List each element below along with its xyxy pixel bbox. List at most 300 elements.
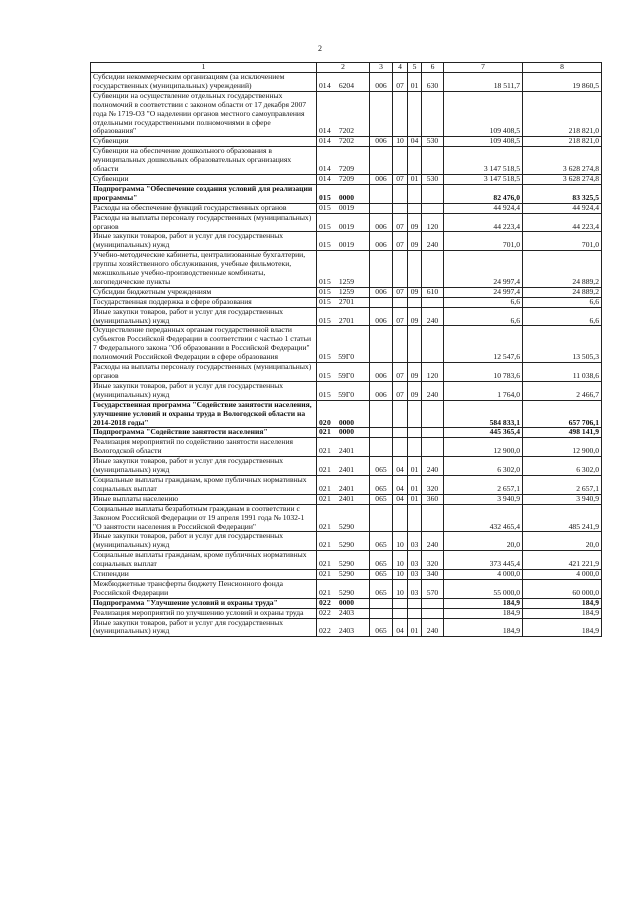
program-code: [317, 570, 370, 580]
expense-type-code: 360: [422, 494, 444, 504]
subsection-code: [408, 184, 422, 203]
code-part: 1: [327, 446, 331, 456]
expense-type-code: [422, 203, 444, 213]
code-part: 4: [327, 164, 331, 174]
expense-type-code: 240: [422, 618, 444, 637]
program-code: [317, 232, 370, 251]
subsection-code: [408, 297, 422, 307]
subsection-code: [408, 504, 422, 532]
expense-type-code: [422, 147, 444, 175]
code-part: 02: [319, 587, 327, 597]
amount-year2: 218 821,0: [523, 91, 602, 137]
subsection-code: 03: [408, 551, 422, 570]
code-part: 7209: [338, 164, 354, 174]
section-code: 07: [393, 307, 408, 326]
amount-year2: 20,0: [523, 532, 602, 551]
table-body: [91, 73, 602, 637]
code-part: 5: [327, 389, 331, 399]
code-part: 5: [327, 287, 331, 296]
subsection-code: 09: [408, 307, 422, 326]
header-cell: 6: [422, 63, 444, 73]
expense-type-code: [422, 608, 444, 618]
amount-year2: 218 821,0: [523, 137, 602, 147]
expense-type-code: [422, 297, 444, 307]
program-code: [317, 73, 370, 92]
code-part: 0000: [338, 427, 354, 437]
code-part: 2401: [338, 494, 354, 503]
section-code: 10: [393, 570, 408, 580]
amount-year1: 12 547,6: [444, 326, 523, 363]
subsection-code: 01: [408, 73, 422, 92]
code-part: 2: [327, 608, 331, 617]
table-row: [91, 203, 602, 213]
code-part: 0000: [338, 598, 354, 607]
code-part: 2403: [338, 608, 354, 617]
table-row: [91, 137, 602, 147]
table-row: [91, 147, 602, 175]
amount-year1: 6,6: [444, 307, 523, 326]
program-code: [317, 91, 370, 137]
amount-year1: 184,9: [444, 608, 523, 618]
program-code: [317, 428, 370, 438]
code-part: 1259: [338, 276, 354, 286]
ministry-code: [370, 251, 393, 288]
expense-type-code: [422, 184, 444, 203]
row-name: Расходы на обеспечение функций государственных органов: [91, 203, 317, 213]
row-name: Иные закупки товаров, работ и услуг для государственных (муниципальных) нужд: [91, 618, 317, 637]
section-code: [393, 203, 408, 213]
header-cell: 7: [444, 63, 523, 73]
row-name: Субвенции: [91, 174, 317, 184]
code-part: 0: [327, 417, 331, 427]
amount-year1: 2 657,1: [444, 475, 523, 494]
row-name: Осуществление переданных органам государственной власти субъектов Российской Федерации в соответствии с частью 1 статьи 7 Федерального закона "Об образовании в Российской Федерации" полномочий Российской Федерации в сфере образования: [91, 326, 317, 363]
amount-year1: 184,9: [444, 598, 523, 608]
ministry-code: 065: [370, 532, 393, 551]
subsection-code: [408, 400, 422, 428]
amount-year2: 19 860,5: [523, 73, 602, 92]
table-row: [91, 579, 602, 598]
table-row: [91, 494, 602, 504]
subsection-code: 03: [408, 579, 422, 598]
code-part: 7202: [338, 126, 354, 136]
program-code: [317, 438, 370, 457]
program-code: [317, 297, 370, 307]
ministry-code: [370, 504, 393, 532]
expense-type-code: 240: [422, 457, 444, 476]
section-code: [393, 184, 408, 203]
table-row: [91, 363, 602, 382]
table-row: [91, 297, 602, 307]
header-cell: 1: [91, 63, 317, 73]
expense-type-code: [422, 91, 444, 137]
code-part: 02: [319, 626, 327, 636]
amount-year1: 24 997,4: [444, 251, 523, 288]
section-code: [393, 251, 408, 288]
amount-year1: 44 223,4: [444, 213, 523, 232]
code-part: 01: [319, 164, 327, 174]
subsection-code: [408, 251, 422, 288]
table-row: [91, 475, 602, 494]
amount-year2: 44 223,4: [523, 213, 602, 232]
code-part: 5: [327, 276, 331, 286]
code-part: 5290: [338, 521, 354, 531]
section-code: 07: [393, 381, 408, 400]
code-part: 01: [319, 315, 327, 325]
table-row: [91, 213, 602, 232]
ministry-code: [370, 428, 393, 438]
expense-type-code: [422, 251, 444, 288]
row-name: Государственная программа "Содействие занятости населения, улучшение условий и охраны труда в Вологодской области на 2014-2018 годы": [91, 400, 317, 428]
code-part: 4: [327, 80, 331, 90]
expense-type-code: 340: [422, 570, 444, 580]
row-name: Социальные выплаты безработным гражданам в соответствии с Законом Российской Федерации от 19 апреля 1991 года № 1032-1 "О занятости населения в Российской Федерации": [91, 504, 317, 532]
code-part: 01: [319, 203, 327, 212]
ministry-code: 065: [370, 570, 393, 580]
program-code: [317, 579, 370, 598]
table-row: [91, 598, 602, 608]
program-code: [317, 184, 370, 203]
code-part: 01: [319, 287, 327, 296]
code-part: 01: [319, 80, 327, 90]
row-name: Стипендии: [91, 570, 317, 580]
expense-type-code: [422, 438, 444, 457]
table-row: [91, 174, 602, 184]
code-part: 01: [319, 221, 327, 231]
subsection-code: [408, 438, 422, 457]
subsection-code: [408, 608, 422, 618]
table-row: [91, 504, 602, 532]
table-row: [91, 307, 602, 326]
code-part: 5290: [338, 540, 354, 550]
amount-year2: 184,9: [523, 618, 602, 637]
page-number: 2: [318, 44, 322, 53]
row-name: Иные закупки товаров, работ и услуг для государственных (муниципальных) нужд: [91, 232, 317, 251]
ministry-code: 065: [370, 475, 393, 494]
ministry-code: [370, 297, 393, 307]
expense-type-code: 240: [422, 307, 444, 326]
ministry-code: [370, 400, 393, 428]
amount-year1: 109 408,5: [444, 91, 523, 137]
subsection-code: 09: [408, 363, 422, 382]
ministry-code: 006: [370, 137, 393, 147]
subsection-code: 09: [408, 232, 422, 251]
table-row: [91, 551, 602, 570]
amount-year2: 3 940,9: [523, 494, 602, 504]
subsection-code: [408, 203, 422, 213]
amount-year2: 13 505,3: [523, 326, 602, 363]
code-part: 02: [319, 427, 327, 437]
code-part: 1: [327, 465, 331, 475]
code-part: 01: [319, 389, 327, 399]
code-part: 2: [327, 598, 331, 607]
section-code: 04: [393, 457, 408, 476]
program-code: [317, 608, 370, 618]
amount-year1: 3 147 518,5: [444, 147, 523, 175]
program-code: [317, 213, 370, 232]
row-name: Субсидии бюджетным учреждениям: [91, 287, 317, 297]
code-part: 2401: [338, 446, 354, 456]
ministry-code: [370, 598, 393, 608]
amount-year1: 44 924,4: [444, 203, 523, 213]
code-part: 5: [327, 352, 331, 362]
amount-year2: 6,6: [523, 297, 602, 307]
code-part: 02: [319, 569, 327, 579]
amount-year2: 701,0: [523, 232, 602, 251]
row-name: Реализация мероприятий по улучшению условий и охраны труда: [91, 608, 317, 618]
expense-type-code: 570: [422, 579, 444, 598]
program-code: [317, 137, 370, 147]
code-part: 1: [327, 569, 331, 579]
code-part: 1: [327, 540, 331, 550]
amount-year1: 24 997,4: [444, 287, 523, 297]
section-code: 07: [393, 232, 408, 251]
code-part: 59Г0: [338, 371, 354, 380]
program-code: [317, 618, 370, 637]
code-part: 7209: [338, 174, 354, 183]
code-part: 2403: [338, 626, 354, 636]
code-part: 1259: [338, 287, 354, 296]
amount-year1: 18 511,7: [444, 73, 523, 92]
code-part: 2701: [338, 315, 354, 325]
ministry-code: [370, 147, 393, 175]
subsection-code: 01: [408, 174, 422, 184]
amount-year2: 3 628 274,8: [523, 147, 602, 175]
ministry-code: 065: [370, 551, 393, 570]
amount-year2: 83 325,5: [523, 184, 602, 203]
program-code: [317, 203, 370, 213]
table-row: [91, 287, 602, 297]
subsection-code: [408, 147, 422, 175]
section-code: [393, 297, 408, 307]
code-part: 1: [327, 587, 331, 597]
amount-year2: 6,6: [523, 307, 602, 326]
ministry-code: [370, 608, 393, 618]
code-part: 5: [327, 297, 331, 306]
table-row: [91, 232, 602, 251]
code-part: 01: [319, 297, 327, 306]
ministry-code: 065: [370, 457, 393, 476]
code-part: 4: [327, 174, 331, 183]
section-code: 04: [393, 475, 408, 494]
amount-year1: 3 147 518,5: [444, 174, 523, 184]
amount-year1: 6,6: [444, 297, 523, 307]
expense-type-code: 320: [422, 551, 444, 570]
amount-year1: 701,0: [444, 232, 523, 251]
code-part: 5: [327, 315, 331, 325]
code-part: 5: [327, 203, 331, 212]
code-part: 02: [319, 483, 327, 493]
expense-type-code: 610: [422, 287, 444, 297]
amount-year2: 184,9: [523, 598, 602, 608]
code-part: 01: [319, 136, 327, 146]
row-name: Иные закупки товаров, работ и услуг для государственных (муниципальных) нужд: [91, 532, 317, 551]
row-name: Иные закупки товаров, работ и услуг для государственных (муниципальных) нужд: [91, 457, 317, 476]
section-code: [393, 598, 408, 608]
expense-type-code: 240: [422, 232, 444, 251]
amount-year1: 6 302,0: [444, 457, 523, 476]
row-name: Социальные выплаты гражданам, кроме публичных нормативных социальных выплат: [91, 475, 317, 494]
table-row: [91, 381, 602, 400]
section-code: 07: [393, 213, 408, 232]
amount-year2: 421 221,9: [523, 551, 602, 570]
program-code: [317, 381, 370, 400]
program-code: [317, 174, 370, 184]
program-code: [317, 147, 370, 175]
ministry-code: 006: [370, 232, 393, 251]
expense-type-code: [422, 598, 444, 608]
code-part: 2: [327, 626, 331, 636]
code-part: 01: [319, 126, 327, 136]
section-code: 10: [393, 551, 408, 570]
section-code: 04: [393, 494, 408, 504]
ministry-code: 065: [370, 494, 393, 504]
ministry-code: 006: [370, 73, 393, 92]
section-code: 07: [393, 73, 408, 92]
amount-year2: 24 889,2: [523, 287, 602, 297]
ministry-code: [370, 326, 393, 363]
section-code: [393, 504, 408, 532]
expense-type-code: 320: [422, 475, 444, 494]
section-code: [393, 438, 408, 457]
code-part: 02: [319, 494, 327, 503]
program-code: [317, 457, 370, 476]
code-part: 02: [319, 598, 327, 607]
subsection-code: 03: [408, 532, 422, 551]
ministry-code: 065: [370, 579, 393, 598]
amount-year2: 2 466,7: [523, 381, 602, 400]
code-part: 02: [319, 540, 327, 550]
table-row: [91, 608, 602, 618]
amount-year2: 12 900,0: [523, 438, 602, 457]
row-name: Реализация мероприятий по содействию занятости населения Вологодской области: [91, 438, 317, 457]
amount-year2: 2 657,1: [523, 475, 602, 494]
section-code: [393, 147, 408, 175]
code-part: 01: [319, 174, 327, 183]
row-name: Иные закупки товаров, работ и услуг для государственных (муниципальных) нужд: [91, 307, 317, 326]
subsection-code: 01: [408, 494, 422, 504]
code-part: 5290: [338, 587, 354, 597]
section-code: [393, 428, 408, 438]
subsection-code: 01: [408, 457, 422, 476]
row-name: Расходы на выплаты персоналу государственных (муниципальных) органов: [91, 363, 317, 382]
code-part: 1: [327, 494, 331, 503]
program-code: [317, 532, 370, 551]
code-part: 01: [319, 192, 327, 202]
code-part: 0019: [338, 221, 354, 231]
row-name: Социальные выплаты гражданам, кроме публичных нормативных социальных выплат: [91, 551, 317, 570]
ministry-code: 006: [370, 287, 393, 297]
code-part: 59Г0: [338, 352, 354, 362]
amount-year1: 12 900,0: [444, 438, 523, 457]
amount-year2: 24 889,2: [523, 251, 602, 288]
code-part: 5290: [338, 569, 354, 579]
table-row: [91, 618, 602, 637]
code-part: 59Г0: [338, 389, 354, 399]
code-part: 5: [327, 221, 331, 231]
code-part: 02: [319, 559, 327, 569]
code-part: 5: [327, 371, 331, 380]
table-row: [91, 428, 602, 438]
expense-type-code: [422, 428, 444, 438]
ministry-code: 006: [370, 381, 393, 400]
amount-year2: 184,9: [523, 608, 602, 618]
code-part: 02: [319, 417, 327, 427]
code-part: 0019: [338, 240, 354, 250]
code-part: 0000: [338, 192, 354, 202]
header-cell: 2: [317, 63, 370, 73]
ministry-code: 065: [370, 618, 393, 637]
section-code: 10: [393, 137, 408, 147]
ministry-code: 006: [370, 307, 393, 326]
code-part: 5290: [338, 559, 354, 569]
code-part: 02: [319, 521, 327, 531]
table-row: [91, 251, 602, 288]
code-part: 2401: [338, 483, 354, 493]
subsection-code: [408, 428, 422, 438]
amount-year2: 11 038,6: [523, 363, 602, 382]
ministry-code: [370, 438, 393, 457]
row-name: Расходы на выплаты персоналу государственных (муниципальных) органов: [91, 213, 317, 232]
amount-year1: 82 476,0: [444, 184, 523, 203]
code-part: 6204: [338, 80, 354, 90]
amount-year1: 584 833,1: [444, 400, 523, 428]
subsection-code: 09: [408, 381, 422, 400]
subsection-code: 03: [408, 570, 422, 580]
expense-type-code: 240: [422, 532, 444, 551]
program-code: [317, 251, 370, 288]
section-code: [393, 400, 408, 428]
header-cell: 8: [523, 63, 602, 73]
expense-type-code: 240: [422, 381, 444, 400]
amount-year1: 1 764,0: [444, 381, 523, 400]
code-part: 4: [327, 126, 331, 136]
amount-year1: 184,9: [444, 618, 523, 637]
amount-year2: 44 924,4: [523, 203, 602, 213]
row-name: Субвенции: [91, 137, 317, 147]
program-code: [317, 326, 370, 363]
ministry-code: [370, 184, 393, 203]
expense-type-code: 530: [422, 174, 444, 184]
program-code: [317, 494, 370, 504]
section-code: [393, 326, 408, 363]
ministry-code: 006: [370, 174, 393, 184]
code-part: 1: [327, 483, 331, 493]
ministry-code: [370, 203, 393, 213]
amount-year1: 4 000,0: [444, 570, 523, 580]
expense-type-code: 120: [422, 363, 444, 382]
program-code: [317, 475, 370, 494]
table-row: [91, 73, 602, 92]
table-row: [91, 326, 602, 363]
amount-year1: 3 940,9: [444, 494, 523, 504]
subsection-code: 09: [408, 287, 422, 297]
amount-year1: 432 465,4: [444, 504, 523, 532]
program-code: [317, 598, 370, 608]
ministry-code: 006: [370, 213, 393, 232]
code-part: 02: [319, 608, 327, 617]
expense-type-code: [422, 400, 444, 428]
subsection-code: [408, 326, 422, 363]
section-code: 07: [393, 287, 408, 297]
table-row: [91, 91, 602, 137]
code-part: 2701: [338, 297, 354, 306]
section-code: 04: [393, 618, 408, 637]
code-part: 5: [327, 240, 331, 250]
code-part: 01: [319, 371, 327, 380]
code-part: 02: [319, 446, 327, 456]
table-row: [91, 400, 602, 428]
